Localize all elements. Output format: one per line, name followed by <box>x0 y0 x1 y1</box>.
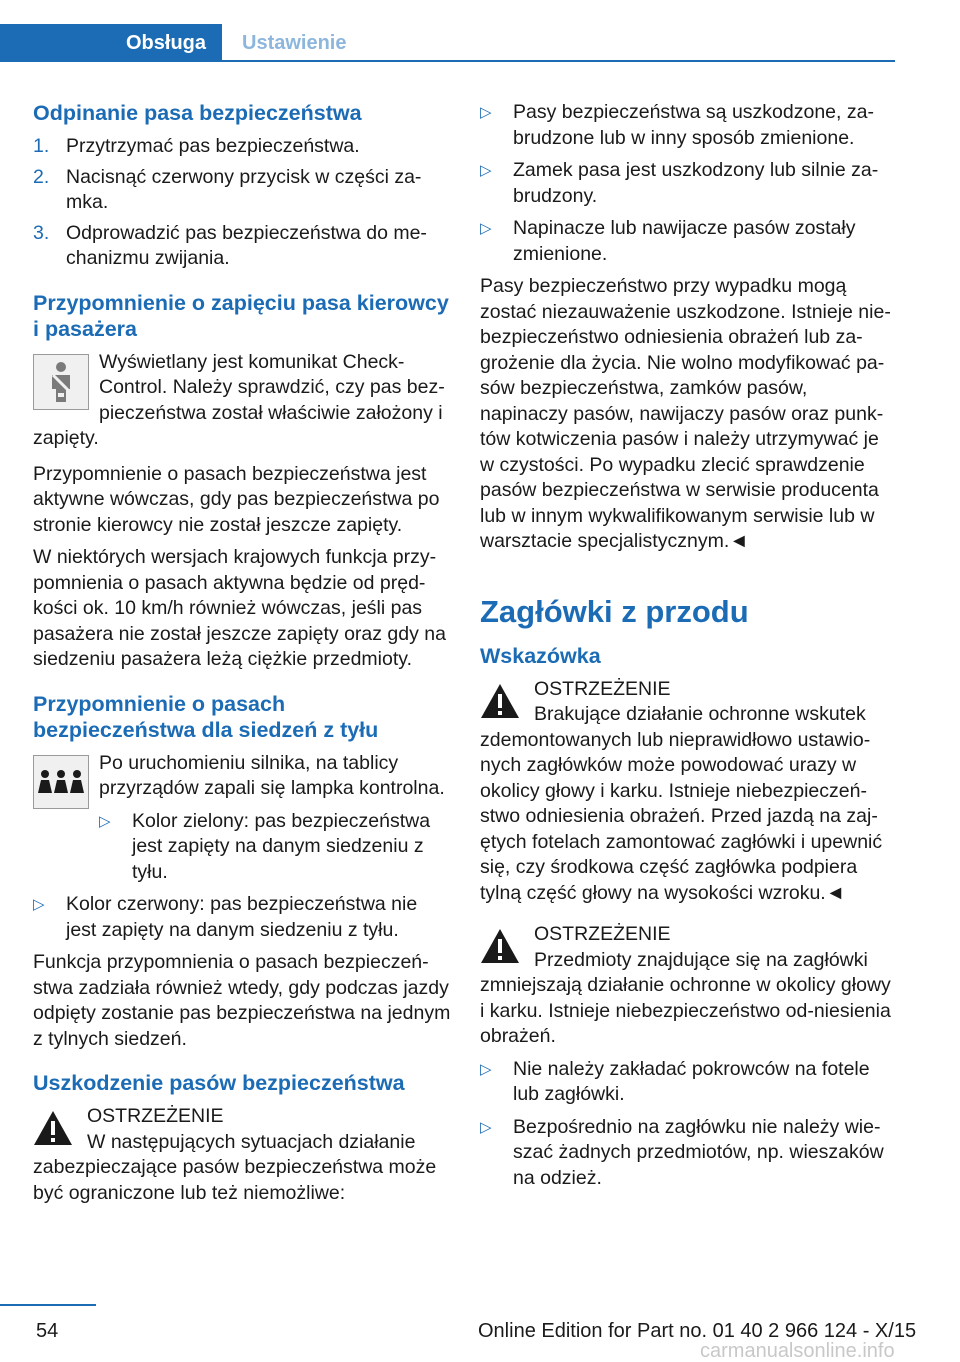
step-number: 2. <box>33 165 50 188</box>
warning-text: Przedmioty znajdujące się na zagłówki zmniejszają działanie ochronne w okolicy głowy i karku. Istnieje niebezpieczeństwo od-niesienia obrażeń. <box>480 948 891 1047</box>
bullet-text: Napinacze lub nawijacze pasów zostały zmienione. <box>513 217 856 265</box>
unbuckle-steps <box>33 134 451 272</box>
seatbelt-reminder-block <box>33 350 451 452</box>
list-item <box>33 221 451 272</box>
bullet-triangle-icon: ▷ <box>480 1118 492 1136</box>
step-text: Odprowadzić pas bezpieczeństwa do me-chanizmu zwijania. <box>66 221 427 269</box>
warning-label: OSTRZEŻENIE <box>534 677 671 700</box>
right-column <box>480 100 898 1198</box>
left-column <box>33 100 451 1206</box>
rear-reminder-list <box>99 809 451 886</box>
edition-note: Online Edition for Part no. 01 40 2 966 124 - X/15 <box>478 1320 917 1342</box>
bullet-text: Bezpośrednio na zagłówku nie należy wie-szać żadnych przedmiotów, np. wieszaków na odzież. <box>513 1115 884 1189</box>
warning-block <box>33 1104 451 1206</box>
list-item <box>33 892 451 943</box>
bullet-triangle-icon: ▷ <box>33 896 45 913</box>
bullet-text: Kolor zielony: pas bezpieczeństwa jest zapięty na danym siedzeniu z tyłu. <box>132 809 431 883</box>
bullet-triangle-icon: ▷ <box>480 1060 492 1078</box>
warning-triangle-icon <box>480 928 520 964</box>
tab-obsluga[interactable]: Obsługa <box>0 24 222 62</box>
list-item <box>480 1115 898 1192</box>
paragraph: Pasy bezpieczeństwo przy wypadku mogą zostać niezauważenie uszkodzone. Istnieje nie-bezpieczeństwo odniesienia obrażeń lub za-grożenie dla życia. Nie wolno modyfikować pa-sów bezpieczeństwa, zamków pasów, napinaczy pasów, nawijaczy pasów oraz punk-tów kotwiczenia pasów i należy utrzymywać je w czystości. Po wypadku zlecić sprawdzenie pasów bezpieczeństwa w serwisie producenta lub w innym wykwalifikowanym serwisie lub w warsztacie specjalistycznym.◄ <box>480 275 891 552</box>
chapter-title-headrests: Zagłówki z przodu <box>480 593 749 629</box>
paragraph: W niektórych wersjach krajowych funkcja przy-pomnienia o pasach aktywna będzie od pręd-kości ok. 10 km/h również wówczas, jeśli pas pasażera nie został jeszcze zapięty oraz gdy na siedzeniu pasażera leżą ciężkie przedmioty. <box>33 546 446 670</box>
bullet-text: Zamek pasa jest uszkodzony lub silnie za-brudzony. <box>513 159 879 207</box>
paragraph: Przypomnienie o pasach bezpieczeństwa jest aktywne wówczas, gdy pas bezpieczeństwa po stronie kierowcy nie został jeszcze zapięty. <box>33 462 440 536</box>
bullet-text: Pasy bezpieczeństwa są uszkodzone, za-brudzone lub w inny sposób zmienione. <box>513 101 874 149</box>
section-title-note: Wskazówka <box>480 643 601 668</box>
warning-block <box>480 677 898 907</box>
bullet-text: Kolor czerwony: pas bezpieczeństwa nie jest zapięty na danym siedzeniu z tyłu. <box>66 893 418 941</box>
footer-line <box>0 1304 96 1306</box>
rear-reminder-list-2 <box>33 892 451 943</box>
step-number: 1. <box>33 135 50 157</box>
list-item <box>480 158 898 209</box>
warning-triangle-icon <box>480 683 520 719</box>
seatbelt-warning-icon <box>33 354 89 410</box>
step-text: Przytrzymać pas bezpieczeństwa. <box>66 135 360 157</box>
list-item <box>99 809 451 886</box>
warning-label: OSTRZEŻENIE <box>87 1105 224 1127</box>
list-item <box>480 100 898 151</box>
list-item <box>33 165 451 216</box>
list-item <box>480 1057 898 1108</box>
list-item <box>480 216 898 267</box>
seatbelt-reminder-text: Wyświetlany jest komunikat Check-Control. Należy sprawdzić, czy pas bez-pieczeństwa został właściwie założony i zapięty. <box>33 350 445 449</box>
list-item <box>33 134 451 160</box>
bullet-triangle-icon: ▷ <box>480 220 492 237</box>
bullet-triangle-icon: ▷ <box>480 162 492 179</box>
warning-text: Brakujące działanie ochronne wskutek zdemontowanych lub nieprawidłowo ustawio-nych zagłówków może powodować urazy w okolicy głowy i karku. Istnieje niebezpieczeń-stwo odniesienia obrażeń. Przed jazdą na zaj-ętych fotelach zamontować zagłówki i upewnić się, czy środkowa część zagłówka podpiera tylną część głowy na wysokości wzroku.◄ <box>480 703 883 904</box>
damage-conditions-list <box>480 100 898 267</box>
page-number: 54 <box>36 1320 59 1342</box>
section-title-belt-damage: Uszkodzenie pasów bezpieczeństwa <box>33 1071 405 1095</box>
rear-reminder-text: Po uruchomieniu silnika, na tablicy przyrządów zapali się lampka kontrolna. <box>99 751 445 799</box>
rear-seats-icon <box>33 755 89 809</box>
headrest-instructions-list <box>480 1057 898 1192</box>
warning-label: OSTRZEŻENIE <box>534 923 671 945</box>
bullet-triangle-icon: ▷ <box>99 812 111 830</box>
tab-bar <box>0 0 895 62</box>
rear-reminder-block <box>33 751 451 893</box>
step-text: Nacisnąć czerwony przycisk w części za-mka. <box>66 165 422 213</box>
tab-ustawienie[interactable]: Ustawienie <box>242 31 347 54</box>
section-title-reminder-rear: Przypomnienie o pasach bezpieczeństwa dla siedzeń z tyłu <box>33 691 379 742</box>
paragraph: Funkcja przypomnienia o pasach bezpieczeń-stwa zadziała również wtedy, gdy podczas jazdy odpięty zostanie pas bezpieczeństwa na jednym z tylnych siedzeń. <box>33 951 451 1050</box>
bullet-triangle-icon: ▷ <box>480 104 492 121</box>
bullet-text: Nie należy zakładać pokrowców na fotele lub zagłówki. <box>513 1057 870 1105</box>
watermark: carmanualsonline.info <box>700 1340 895 1362</box>
tab-divider <box>0 60 895 62</box>
warning-text: W następujących sytuacjach działanie zabezpieczające pasów bezpieczeństwa może być ograniczone lub też niemożliwe: <box>33 1130 437 1204</box>
warning-block <box>480 922 898 1050</box>
section-title-reminder-front: Przypomnienie o zapięciu pasa kierowcy i pasażera <box>33 290 449 341</box>
warning-triangle-icon <box>33 1110 73 1146</box>
section-title-unbuckle: Odpinanie pasa bezpieczeństwa <box>33 101 362 125</box>
step-number: 3. <box>33 221 50 244</box>
